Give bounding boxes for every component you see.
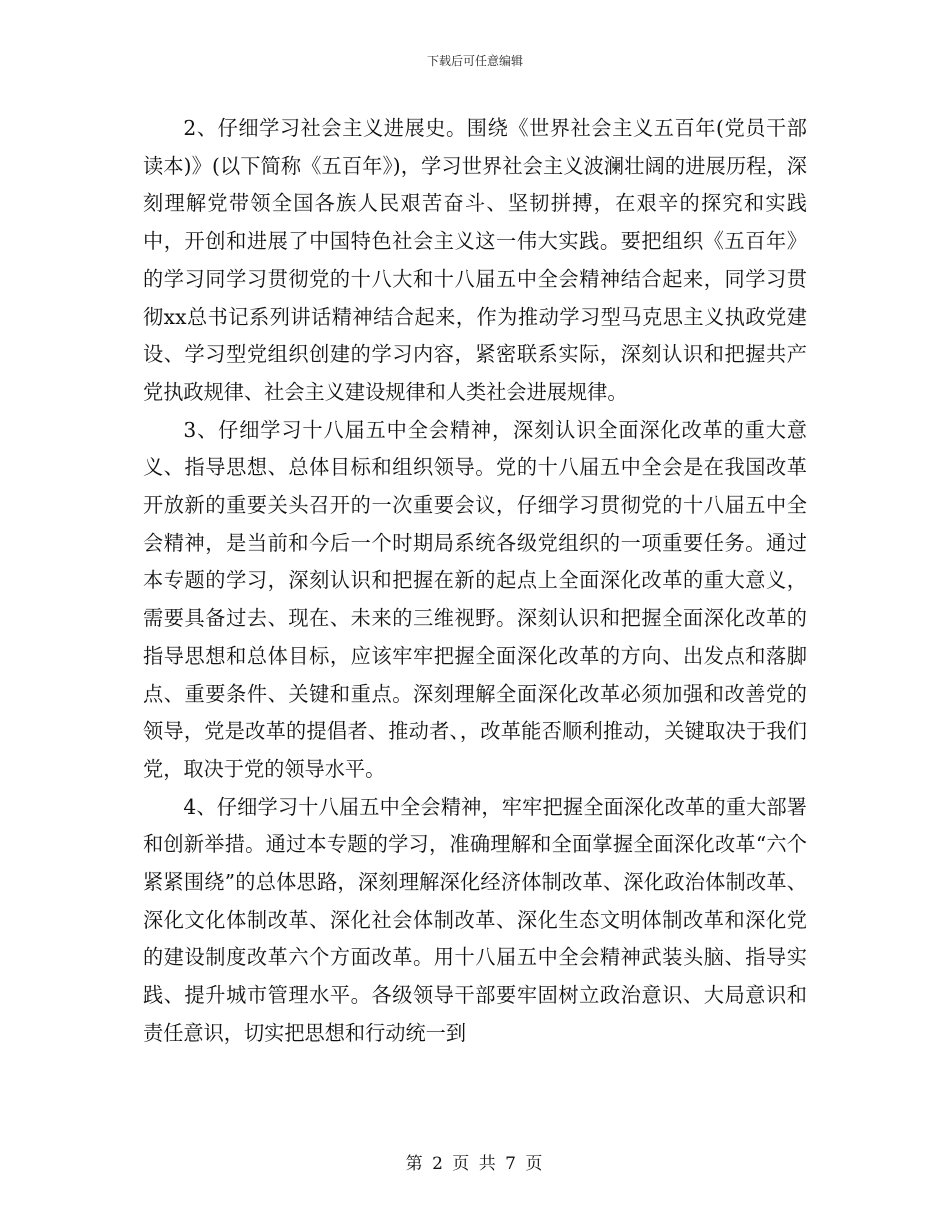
paragraph-2: 2、仔细学习社会主义进展史。围绕《世界社会主义五百年(党员干部读本)》(以下简称《五百年》)，学习世界社会主义波澜壮阔的进展历程，深刻理解党带领全国各族人民艰苦奋斗、坚韧拼搏，在艰辛的探究和实践中，开创和进展了中国特色社会主义这一伟大实践。要把组织《五百年》的学习同学习贯彻党的十八大和十八届五中全会精神结合起来，同学习贯彻xx总书记系列讲话精神结合起来，作为推动学习型马克思主义执政党建设、学习型党组织创建的学习内容，紧密联系实际，深刻认识和把握共产党执政规律、社会主义建设规律和人类社会进展规律。 (143, 116, 807, 404)
document-body (143, 110, 807, 1053)
paragraph-4: 4、仔细学习十八届五中全会精神，牢牢把握全面深化改革的重大部署和创新举措。通过本专题的学习，准确理解和全面掌握全面深化改革“六个紧紧围绕”的总体思路，深刻理解深化经济体制改革、深化政治体制改革、深化文化体制改革、深化社会体制改革、深化生态文明体制改革和深化党的建设制度改革六个方面改革。用十八届五中全会精神武装头脑、指导实践、提升城市管理水平。各级领导干部要牢固树立政治意识、大局意识和责任意识，切实把思想和行动统一到 (143, 794, 807, 1045)
page-header-note: 下载后可任意编辑 (426, 54, 523, 68)
page-number-footer: 第 2 页 共 7 页 (405, 1154, 545, 1174)
paragraph-3: 3、仔细学习十八届五中全会精神，深刻认识全面深化改革的重大意义、指导思想、总体目标和组织领导。党的十八届五中全会是在我国改革开放新的重要关头召开的一次重要会议，仔细学习贯彻党的十八届五中全会精神，是当前和今后一个时期局系统各级党组织的一项重要任务。通过本专题的学习，深刻认识和把握在新的起点上全面深化改革的重大意义，需要具备过去、现在、未来的三维视野。深刻认识和把握全面深化改革的指导思想和总体目标，应该牢牢把握全面深化改革的方向、出发点和落脚点、重要条件、关键和重点。深刻理解全面深化改革必须加强和改善党的领导，党是改革的提倡者、推动者、，改革能否顺利推动，关键取决于我们党，取决于党的领导水平。 (143, 417, 807, 781)
